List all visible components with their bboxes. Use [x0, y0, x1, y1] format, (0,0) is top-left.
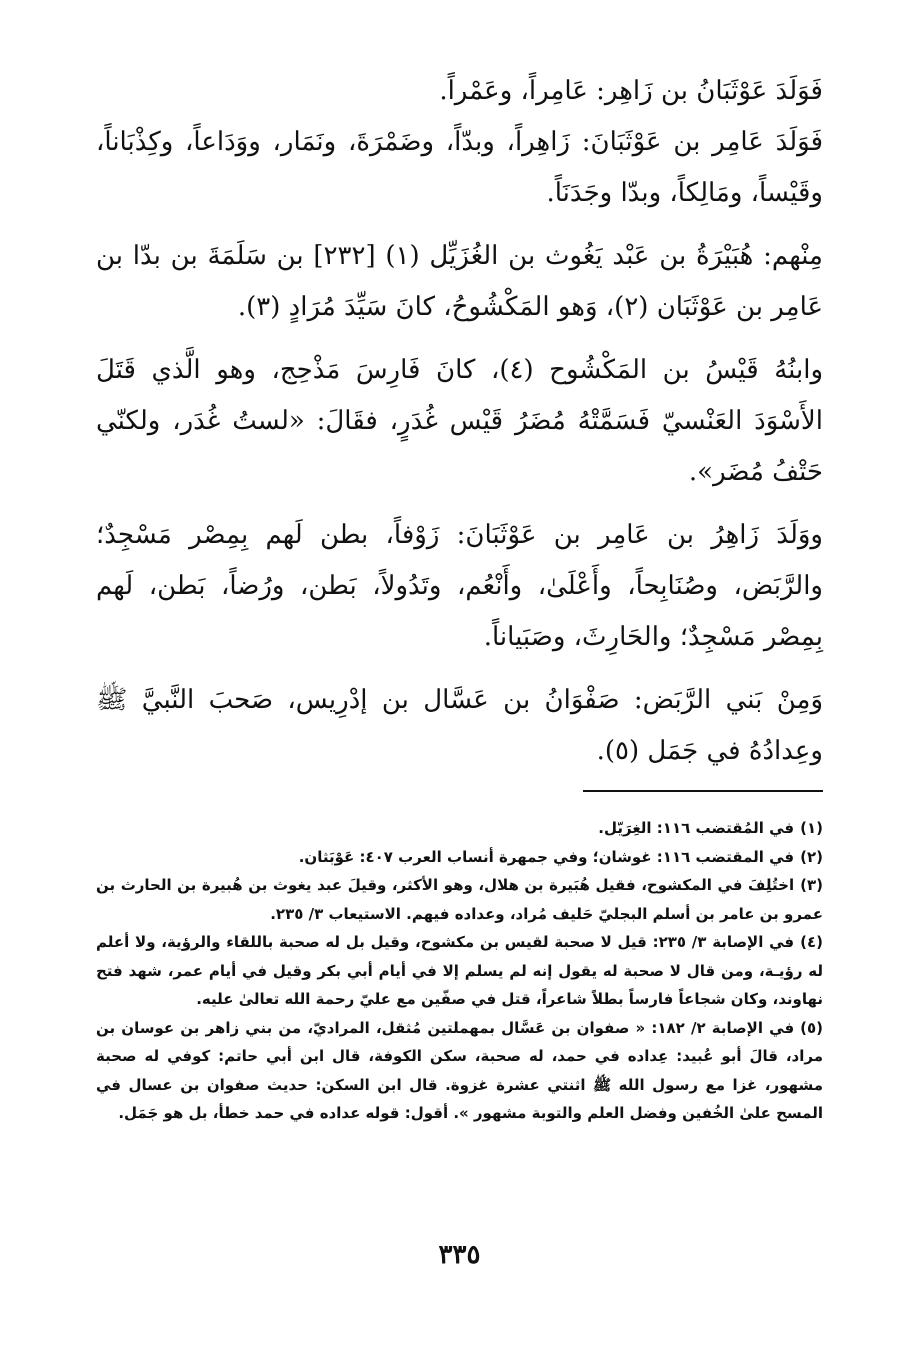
- paragraph-5: ووَلَدَ زَاهِرُ بن عَامِر بن عَوْثَبَانَ: زَوْفاً، بطن لَهم بِمِصْر مَسْجِدٌ؛ والرَّبَض، وصُنَابِحاً، وأَعْلَىٰ، وأَنْعُم، وتَدُولاً، بَطن، ورُضاً، بَطن، لَهم بِمِصْر مَسْجِدٌ؛ والحَارِثَ، وصَبَياناً.: [96, 520, 823, 652]
- footnote-3: [96, 871, 823, 928]
- footnote-1: [96, 814, 823, 843]
- paragraph-6: وَمِنْ بَني الرَّبَض: صَفْوَانُ بن عَسَّال بن إدْرِيس، صَحبَ النَّبيَّ ﷺ وعِدادُهُ في جَمَل (٥).: [96, 685, 823, 766]
- footnote-text: في الإصابة ٢/ ١٨٢: « صفوان بن عَسَّال بمهملتين مُثقل، المراديّ، من بني زاهر بن عوسان بن مراد، قالَ أبو عُبيد: عِداده في حمد، له صحبة، سكن الكوفة، قال ابن أبي حاتم: كوفي له صحبة مشهور، غزا مع رسول الله ﷺ اثنتي عشرة غزوة. قال ابن السكن: حديث صفوان بن عسال في المسح علىٰ الخُفين وفضل العلم والتوبة مشهور ». أقول: قوله عداده في حمد خطأ، بل هو جَمَل.: [96, 1018, 823, 1122]
- footnote-divider: [583, 790, 823, 792]
- footnote-number: (١): [800, 819, 823, 837]
- footnote-number: (٣): [800, 876, 823, 894]
- footnote-5: [96, 1014, 823, 1128]
- footnote-text: في المقتضب ١١٦: غوشان؛ وفي جمهرة أنساب العرب ٤٠٧: عَوْبَثان.: [298, 847, 795, 866]
- footnote-text: اختُلِفَ في المكشوح، فقيل هُبَيرة بن هلال، وهو الأكثر، وقيلَ عبد يغوث بن هُبيرة بن الحارث بن عمرو بن عامر بن أسلم البجليّ حَليف مُراد، وعداده فيهم. الاستيعاب ٣/ ٢٣٥.: [96, 876, 823, 923]
- main-text: [96, 66, 823, 777]
- footnotes: [96, 814, 823, 1128]
- footnote-4: [96, 928, 823, 1014]
- footnote-number: (٥): [800, 1018, 824, 1037]
- page-number: ٣٣٥: [438, 1240, 481, 1270]
- footnote-text: في المُقتضب ١١٦: الغِرَيّل.: [598, 819, 795, 837]
- paragraph-1: فَوَلَدَ عَوْثَبَانُ بن زَاهِر: عَامِراً، وعَمْراً.: [439, 76, 823, 106]
- paragraph-2: فَوَلَدَ عَامِر بن عَوْثَبَانَ: زَاهِراً، وبدّاً، وضَمْرَةَ، ونَمَار، ووَدَاعاً، وكِذْبَاناً، وقَيْساً، ومَالِكاً، وبدّا وجَدَنَاً.: [96, 127, 823, 208]
- paragraph-3: مِنْهم: هُبَيْرَةُ بن عَبْد يَغُوث بن الغُزَيِّل (١) [٢٣٢] بن سَلَمَةَ بن بدّا بن عَامِر بن عَوْثَبَان (٢)، وَهو المَكْشُوحُ، كانَ سَيِّدَ مُرَادٍ (٣).: [96, 241, 823, 322]
- paragraph-4: وابنُهُ قَيْسُ بن المَكْشُوح (٤)، كانَ فَارِسَ مَذْحِج، وهو الَّذي قَتَلَ الأَسْوَدَ العَنْسيّ فَسَمَّتْهُ مُضَرُ قَيْس غُدَرٍ، فقَالَ: «لستُ غُدَر، ولكنّي حَتْفُ مُضَر».: [96, 355, 823, 487]
- footnote-number: (٢): [800, 847, 823, 866]
- footnote-text: في الإصابة ٣/ ٢٣٥: قيل لا صحبة لقيس بن مكشوح، وقيل بل له صحبة باللقاء والرؤية، ولا أعلم له رؤيـة، ومن قال لا صحبة له يقول إنه لم يسلم إلا في أيام أبي بكر وقيل في أيام عمر، شهد فتح نهاوند، وكان شجاعاً فارساً بطلاً شاعراً، قتل في صفّين مع عليّ رحمة الله تعالىٰ عليه.: [96, 933, 823, 1008]
- footnote-number: (٤): [800, 933, 823, 951]
- footnote-2: [96, 843, 823, 872]
